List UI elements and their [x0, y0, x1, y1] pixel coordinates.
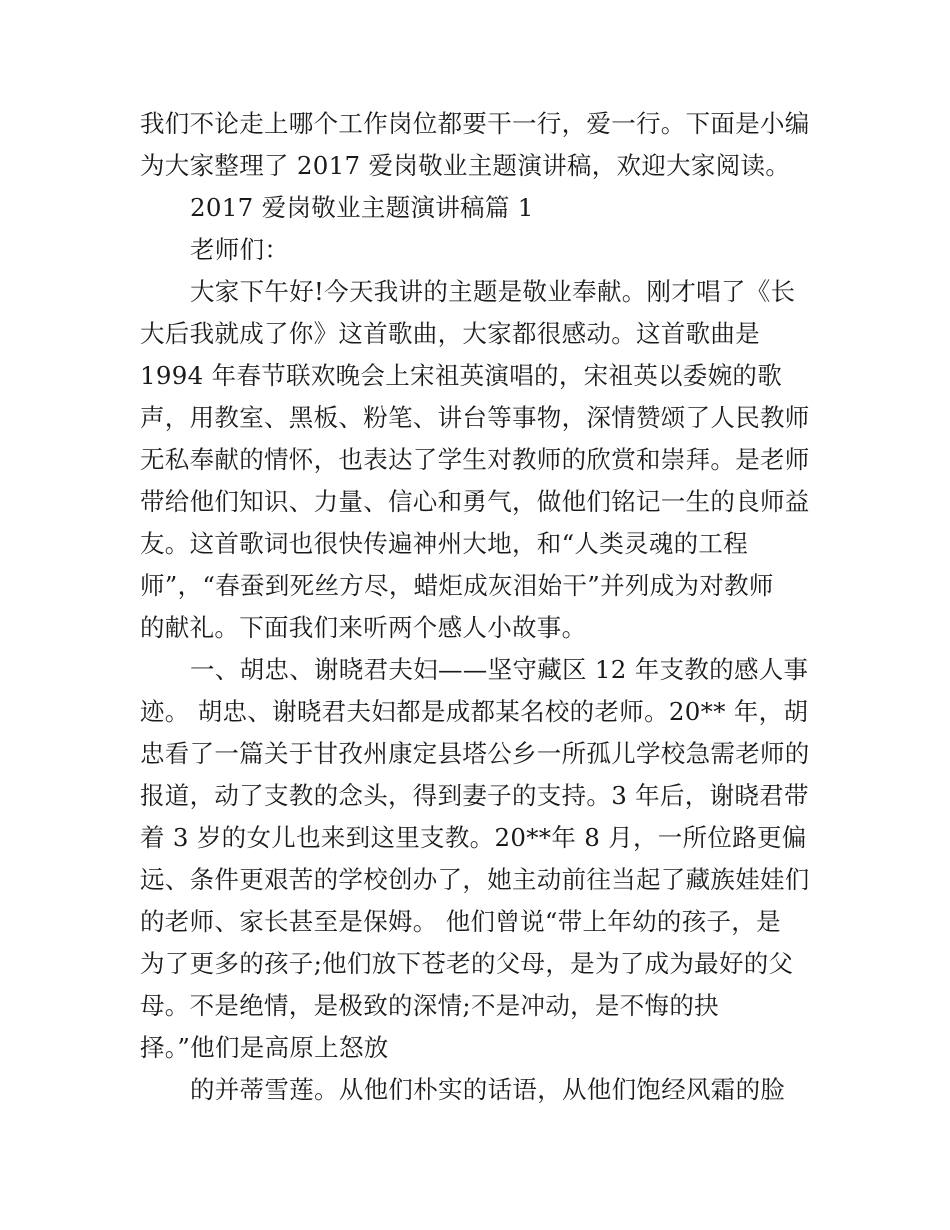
text-line: 1994 年春节联欢晚会上宋祖英演唱的，宋祖英以委婉的歌: [140, 361, 783, 390]
salutation: 老师们：: [190, 235, 290, 264]
text-line: 择。”他们是高原上怒放: [140, 1033, 389, 1062]
text-line: 大家下午好!今天我讲的主题是敬业奉献。刚才唱了《长: [190, 277, 796, 306]
text-line: 无私奉献的情怀，也表达了学生对教师的欣赏和崇拜。是老师: [140, 445, 810, 474]
text-line: 迹。 胡忠、谢晓君夫妇都是成都某名校的老师。20** 年，胡: [140, 697, 809, 726]
text-line: 忠看了一篇关于甘孜州康定县塔公乡一所孤儿学校急需老师的: [140, 739, 810, 768]
text-line: 远、条件更艰苦的学校创办了，她主动前往当起了藏族娃娃们: [140, 865, 810, 894]
text-line: 师”，“春蚕到死丝方尽，蜡炬成灰泪始干”并列成为对教师: [140, 571, 774, 600]
text-line: 友。这首歌词也很快传遍神州大地，和“人类灵魂的工程: [140, 529, 749, 558]
text-line: 声，用教室、黑板、粉笔、讲台等事物，深情赞颂了人民教师: [140, 403, 810, 432]
section-heading: 2017 爱岗敬业主题演讲稿篇 1: [190, 193, 534, 222]
text-line: 为大家整理了 2017 爱岗敬业主题演讲稿，欢迎大家阅读。: [140, 151, 791, 180]
text-line: 为了更多的孩子;他们放下苍老的父母，是为了成为最好的父: [140, 949, 794, 978]
text-line: 一、胡忠、谢晓君夫妇——坚守藏区 12 年支教的感人事: [190, 655, 809, 684]
text-line: 带给他们知识、力量、信心和勇气，做他们铭记一生的良师益: [140, 487, 810, 516]
text-line: 报道，动了支教的念头，得到妻子的支持。3 年后，谢晓君带: [140, 781, 809, 810]
text-line: 母。不是绝情，是极致的深情;不是冲动，是不悔的抉: [140, 991, 719, 1020]
text-line: 的老师、家长甚至是保姆。 他们曾说“带上年幼的孩子，是: [140, 907, 781, 936]
text-line: 着 3 岁的女儿也来到这里支教。20**年 8 月，一所位路更偏: [140, 823, 807, 852]
text-line: 的并蒂雪莲。从他们朴实的话语，从他们饱经风霜的脸: [190, 1075, 786, 1104]
text-line: 我们不论走上哪个工作岗位都要干一行，爱一行。下面是小编: [140, 109, 810, 138]
text-line: 的献礼。下面我们来听两个感人小故事。: [140, 613, 587, 642]
text-line: 大后我就成了你》这首歌曲，大家都很感动。这首歌曲是: [140, 319, 760, 348]
